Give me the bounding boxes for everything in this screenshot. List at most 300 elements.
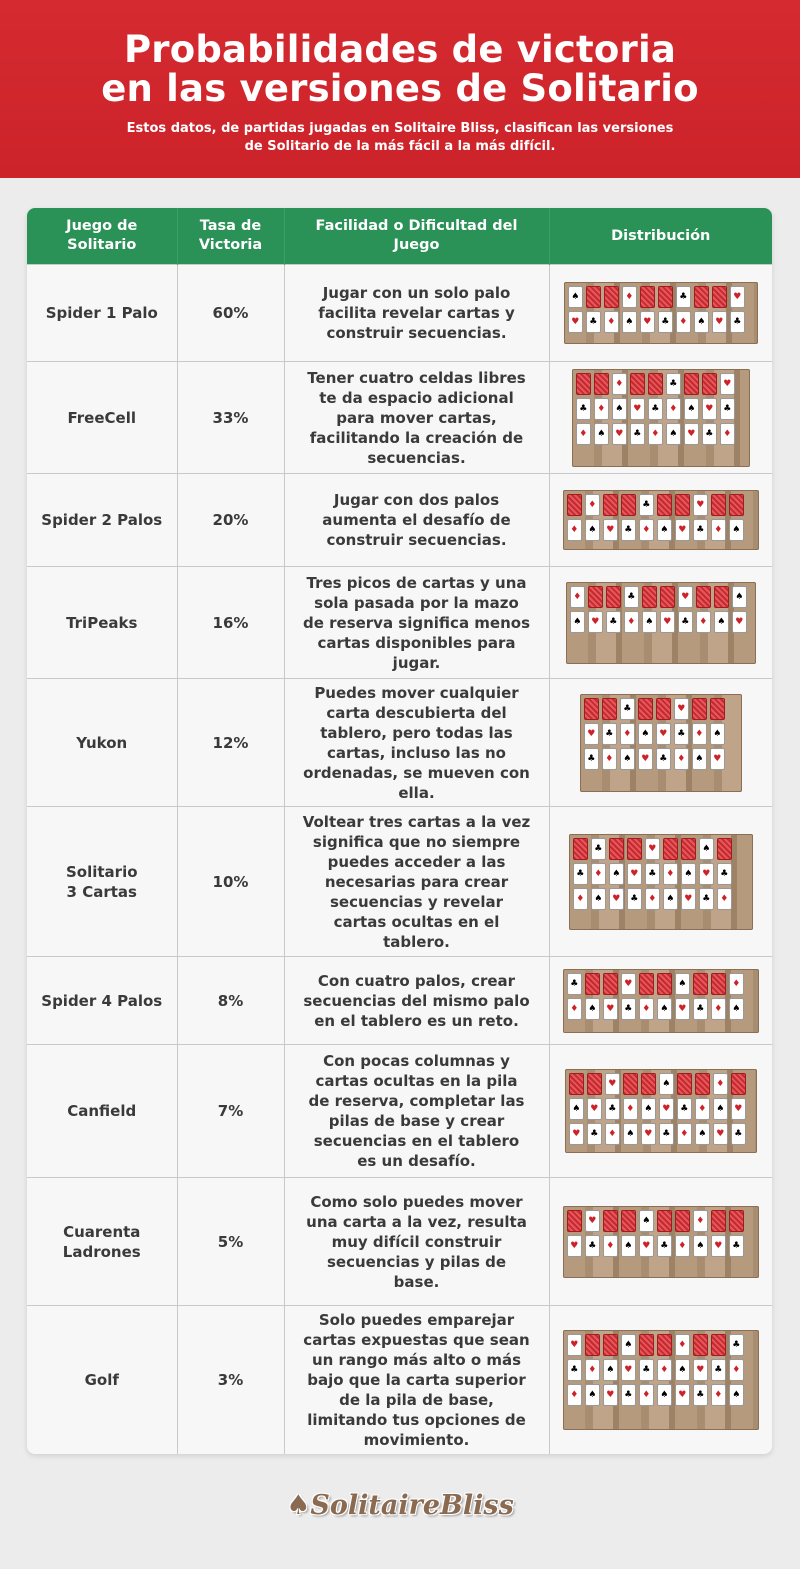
playing-card: ♣ bbox=[702, 423, 717, 445]
playing-card: ♠ bbox=[659, 1073, 674, 1095]
playing-card: ♠ bbox=[729, 1384, 744, 1406]
playing-card: ♦ bbox=[676, 311, 691, 333]
difficulty-description: Puedes mover cualquier carta descubierta del tablero, pero todas las cartas, incluso las no ordenadas, se mueven con ella. bbox=[284, 679, 549, 807]
playing-card bbox=[585, 973, 600, 995]
playing-card: ♦ bbox=[674, 748, 689, 770]
playing-card: ♠ bbox=[692, 748, 707, 770]
difficulty-description: Como solo puedes mover una carta a la vez, resulta muy difícil construir secuencias y pilas de base. bbox=[284, 1178, 549, 1306]
playing-card: ♦ bbox=[648, 423, 663, 445]
playing-card: ♦ bbox=[567, 998, 582, 1020]
playing-card bbox=[684, 373, 699, 395]
playing-card: ♥ bbox=[702, 398, 717, 420]
playing-card bbox=[681, 838, 696, 860]
playing-card: ♠ bbox=[657, 519, 672, 541]
playing-card bbox=[658, 286, 673, 308]
playing-card bbox=[621, 494, 636, 516]
game-layout-image bbox=[563, 969, 759, 1033]
game-layout-image bbox=[563, 1330, 759, 1430]
playing-card: ♣ bbox=[659, 1123, 674, 1145]
playing-card bbox=[567, 494, 582, 516]
table-row bbox=[27, 1306, 772, 1454]
playing-card: ♠ bbox=[641, 1098, 656, 1120]
playing-card: ♥ bbox=[645, 838, 660, 860]
playing-card: ♥ bbox=[638, 748, 653, 770]
playing-card: ♠ bbox=[657, 998, 672, 1020]
playing-card: ♠ bbox=[666, 423, 681, 445]
playing-card: ♦ bbox=[675, 1334, 690, 1356]
playing-card bbox=[693, 973, 708, 995]
playing-card: ♣ bbox=[648, 398, 663, 420]
playing-card: ♣ bbox=[621, 998, 636, 1020]
layout-cell bbox=[549, 1045, 772, 1178]
playing-card: ♥ bbox=[731, 1098, 746, 1120]
playing-card: ♦ bbox=[696, 611, 711, 633]
win-rate: 20% bbox=[177, 474, 284, 567]
playing-card bbox=[585, 1334, 600, 1356]
header-difficulty: Facilidad o Dificultad del Juego bbox=[284, 208, 549, 265]
playing-card: ♠ bbox=[585, 1384, 600, 1406]
game-layout-image bbox=[563, 1206, 759, 1278]
logo-spade-icon: ♠ bbox=[286, 1490, 311, 1521]
table-row bbox=[27, 957, 772, 1045]
game-layout-image bbox=[580, 694, 742, 792]
difficulty-description: Con pocas columnas y cartas ocultas en la pila de reserva, completar las pilas de base y crear secuencias en el tablero es un desafío. bbox=[284, 1045, 549, 1178]
table-row bbox=[27, 679, 772, 807]
playing-card: ♥ bbox=[693, 1359, 708, 1381]
playing-card: ♦ bbox=[576, 423, 591, 445]
game-name: Cuarenta Ladrones bbox=[27, 1178, 177, 1306]
playing-card: ♠ bbox=[585, 519, 600, 541]
playing-card: ♣ bbox=[602, 723, 617, 745]
playing-card: ♣ bbox=[587, 1123, 602, 1145]
playing-card: ♥ bbox=[621, 973, 636, 995]
playing-card: ♠ bbox=[681, 863, 696, 885]
playing-card: ♦ bbox=[604, 311, 619, 333]
playing-card: ♠ bbox=[591, 888, 606, 910]
playing-card: ♥ bbox=[569, 1123, 584, 1145]
table-row bbox=[27, 362, 772, 474]
playing-card: ♣ bbox=[693, 998, 708, 1020]
playing-card: ♠ bbox=[623, 1123, 638, 1145]
page-title bbox=[0, 0, 800, 108]
playing-card: ♥ bbox=[630, 398, 645, 420]
playing-card: ♥ bbox=[720, 373, 735, 395]
playing-card bbox=[711, 973, 726, 995]
playing-card bbox=[638, 698, 653, 720]
playing-card bbox=[567, 1210, 582, 1232]
playing-card: ♣ bbox=[729, 1235, 744, 1257]
playing-card: ♣ bbox=[585, 1235, 600, 1257]
playing-card: ♠ bbox=[732, 586, 747, 608]
playing-card: ♥ bbox=[640, 311, 655, 333]
playing-card: ♥ bbox=[681, 888, 696, 910]
playing-card: ♦ bbox=[677, 1123, 692, 1145]
playing-card: ♠ bbox=[620, 748, 635, 770]
playing-card bbox=[639, 973, 654, 995]
difficulty-description: Solo puedes emparejar cartas expuestas que sean un rango más alto o más bajo que la carta superior de la pila de base, limitando tus opciones de movimiento. bbox=[284, 1306, 549, 1454]
playing-card bbox=[696, 586, 711, 608]
playing-card: ♥ bbox=[641, 1123, 656, 1145]
table-row bbox=[27, 1178, 772, 1306]
playing-card: ♥ bbox=[656, 723, 671, 745]
table-header-row bbox=[27, 208, 772, 265]
playing-card: ♦ bbox=[693, 1210, 708, 1232]
playing-card bbox=[692, 698, 707, 720]
win-rate: 16% bbox=[177, 567, 284, 679]
playing-card bbox=[714, 586, 729, 608]
playing-card: ♠ bbox=[568, 286, 583, 308]
playing-card: ♣ bbox=[717, 863, 732, 885]
playing-card: ♥ bbox=[660, 611, 675, 633]
playing-card bbox=[609, 838, 624, 860]
playing-card: ♠ bbox=[699, 838, 714, 860]
playing-card: ♦ bbox=[622, 286, 637, 308]
playing-card: ♣ bbox=[693, 1384, 708, 1406]
playing-card: ♠ bbox=[569, 1098, 584, 1120]
playing-card: ♠ bbox=[675, 1359, 690, 1381]
win-rate: 5% bbox=[177, 1178, 284, 1306]
logo-text: SolitaireBliss bbox=[310, 1490, 514, 1521]
playing-card: ♥ bbox=[675, 998, 690, 1020]
playing-card bbox=[588, 586, 603, 608]
playing-card: ♥ bbox=[587, 1098, 602, 1120]
win-rate: 12% bbox=[177, 679, 284, 807]
playing-card: ♥ bbox=[627, 863, 642, 885]
playing-card bbox=[657, 1334, 672, 1356]
table-row bbox=[27, 807, 772, 957]
playing-card: ♣ bbox=[730, 311, 745, 333]
playing-card bbox=[640, 286, 655, 308]
playing-card: ♠ bbox=[639, 1210, 654, 1232]
playing-card: ♠ bbox=[694, 311, 709, 333]
playing-card bbox=[606, 586, 621, 608]
playing-card: ♦ bbox=[623, 1098, 638, 1120]
playing-card bbox=[702, 373, 717, 395]
playing-card: ♥ bbox=[585, 1210, 600, 1232]
playing-card: ♣ bbox=[584, 748, 599, 770]
playing-card: ♠ bbox=[594, 423, 609, 445]
playing-card: ♣ bbox=[645, 863, 660, 885]
playing-card: ♠ bbox=[621, 1334, 636, 1356]
playing-card: ♦ bbox=[720, 423, 735, 445]
playing-card bbox=[711, 1210, 726, 1232]
playing-card: ♥ bbox=[621, 1359, 636, 1381]
playing-card bbox=[657, 1210, 672, 1232]
win-rate: 3% bbox=[177, 1306, 284, 1454]
table-row bbox=[27, 1045, 772, 1178]
playing-card bbox=[627, 838, 642, 860]
playing-card bbox=[630, 373, 645, 395]
layout-cell bbox=[549, 1306, 772, 1454]
playing-card: ♥ bbox=[693, 494, 708, 516]
playing-card: ♠ bbox=[622, 311, 637, 333]
playing-card: ♦ bbox=[594, 398, 609, 420]
playing-card: ♦ bbox=[711, 998, 726, 1020]
game-layout-image bbox=[572, 369, 750, 467]
game-name: Yukon bbox=[27, 679, 177, 807]
page-subtitle bbox=[0, 120, 800, 156]
playing-card: ♣ bbox=[591, 838, 606, 860]
title-line-1: Probabilidades de victoria bbox=[123, 28, 677, 71]
playing-card: ♥ bbox=[684, 423, 699, 445]
playing-card bbox=[656, 698, 671, 720]
playing-card: ♣ bbox=[573, 863, 588, 885]
playing-card bbox=[675, 494, 690, 516]
game-layout-image bbox=[569, 834, 753, 930]
playing-card: ♦ bbox=[695, 1098, 710, 1120]
playing-card: ♥ bbox=[675, 1384, 690, 1406]
playing-card: ♦ bbox=[605, 1123, 620, 1145]
game-name: Spider 4 Palos bbox=[27, 957, 177, 1045]
playing-card: ♣ bbox=[567, 973, 582, 995]
playing-card: ♥ bbox=[603, 519, 618, 541]
playing-card: ♠ bbox=[729, 998, 744, 1020]
playing-card: ♦ bbox=[692, 723, 707, 745]
playing-card: ♠ bbox=[609, 863, 624, 885]
layout-cell bbox=[549, 807, 772, 957]
playing-card: ♦ bbox=[639, 519, 654, 541]
subtitle-line-2: de Solitario de la más fácil a la más difícil. bbox=[244, 139, 556, 154]
difficulty-description: Jugar con un solo palo facilita revelar cartas y construir secuencias. bbox=[284, 265, 549, 362]
table bbox=[27, 208, 772, 1454]
playing-card bbox=[639, 1334, 654, 1356]
playing-card: ♦ bbox=[585, 1359, 600, 1381]
playing-card: ♥ bbox=[568, 311, 583, 333]
playing-card: ♥ bbox=[712, 311, 727, 333]
game-layout-image bbox=[566, 582, 756, 664]
playing-card: ♦ bbox=[663, 863, 678, 885]
playing-card: ♦ bbox=[567, 519, 582, 541]
playing-card bbox=[711, 494, 726, 516]
playing-card bbox=[657, 494, 672, 516]
layout-cell bbox=[549, 679, 772, 807]
playing-card: ♣ bbox=[639, 494, 654, 516]
playing-card: ♣ bbox=[606, 611, 621, 633]
playing-card: ♠ bbox=[695, 1123, 710, 1145]
playing-card: ♠ bbox=[729, 519, 744, 541]
playing-card: ♣ bbox=[620, 698, 635, 720]
playing-card bbox=[623, 1073, 638, 1095]
playing-card: ♥ bbox=[588, 611, 603, 633]
playing-card: ♣ bbox=[576, 398, 591, 420]
playing-card bbox=[660, 586, 675, 608]
playing-card: ♣ bbox=[676, 286, 691, 308]
playing-card: ♦ bbox=[591, 863, 606, 885]
playing-card: ♣ bbox=[729, 1334, 744, 1356]
playing-card: ♥ bbox=[603, 1384, 618, 1406]
playing-card: ♠ bbox=[638, 723, 653, 745]
win-rate-table bbox=[27, 208, 772, 1454]
table-row bbox=[27, 567, 772, 679]
playing-card: ♥ bbox=[699, 863, 714, 885]
layout-cell bbox=[549, 567, 772, 679]
playing-card bbox=[602, 698, 617, 720]
playing-card bbox=[569, 1073, 584, 1095]
playing-card bbox=[657, 973, 672, 995]
header-game: Juego de Solitario bbox=[27, 208, 177, 265]
playing-card: ♣ bbox=[656, 748, 671, 770]
solitaire-bliss-logo bbox=[0, 1490, 800, 1521]
layout-cell bbox=[549, 957, 772, 1045]
playing-card: ♥ bbox=[675, 519, 690, 541]
playing-card: ♣ bbox=[666, 373, 681, 395]
playing-card: ♦ bbox=[620, 723, 635, 745]
playing-card: ♦ bbox=[657, 1359, 672, 1381]
playing-card: ♦ bbox=[573, 888, 588, 910]
game-name: TriPeaks bbox=[27, 567, 177, 679]
playing-card bbox=[710, 698, 725, 720]
playing-card bbox=[641, 1073, 656, 1095]
playing-card: ♣ bbox=[657, 1235, 672, 1257]
subtitle-line-1: Estos datos, de partidas jugadas en Solitaire Bliss, clasifican las versiones bbox=[126, 121, 674, 136]
difficulty-description: Voltear tres cartas a la vez significa que no siempre puedes acceder a las necesarias para crear secuencias y revelar cartas ocultas en el tablero. bbox=[284, 807, 549, 957]
playing-card bbox=[711, 1334, 726, 1356]
game-layout-image bbox=[563, 490, 759, 550]
playing-card: ♠ bbox=[612, 398, 627, 420]
playing-card bbox=[695, 1073, 710, 1095]
playing-card bbox=[573, 838, 588, 860]
playing-card bbox=[729, 1210, 744, 1232]
table-row bbox=[27, 474, 772, 567]
playing-card: ♠ bbox=[657, 1384, 672, 1406]
win-rate: 7% bbox=[177, 1045, 284, 1178]
playing-card: ♦ bbox=[639, 998, 654, 1020]
playing-card: ♦ bbox=[711, 519, 726, 541]
playing-card: ♣ bbox=[639, 1359, 654, 1381]
playing-card: ♠ bbox=[585, 998, 600, 1020]
playing-card: ♣ bbox=[731, 1123, 746, 1145]
playing-card: ♦ bbox=[639, 1384, 654, 1406]
playing-card: ♥ bbox=[609, 888, 624, 910]
playing-card: ♣ bbox=[711, 1359, 726, 1381]
playing-card: ♦ bbox=[666, 398, 681, 420]
playing-card: ♦ bbox=[729, 1359, 744, 1381]
playing-card bbox=[576, 373, 591, 395]
playing-card: ♦ bbox=[729, 973, 744, 995]
difficulty-description: Jugar con dos palos aumenta el desafío de construir secuencias. bbox=[284, 474, 549, 567]
table-row bbox=[27, 265, 772, 362]
playing-card bbox=[675, 1210, 690, 1232]
playing-card: ♥ bbox=[639, 1235, 654, 1257]
playing-card: ♣ bbox=[621, 519, 636, 541]
difficulty-description: Con cuatro palos, crear secuencias del mismo palo en el tablero es un reto. bbox=[284, 957, 549, 1045]
playing-card bbox=[677, 1073, 692, 1095]
game-name: Spider 1 Palo bbox=[27, 265, 177, 362]
playing-card: ♥ bbox=[567, 1235, 582, 1257]
playing-card bbox=[603, 1210, 618, 1232]
difficulty-description: Tener cuatro celdas libres te da espacio adicional para mover cartas, facilitando la creación de secuencias. bbox=[284, 362, 549, 474]
game-layout-image bbox=[564, 282, 758, 344]
playing-card: ♣ bbox=[624, 586, 639, 608]
game-name: Golf bbox=[27, 1306, 177, 1454]
playing-card: ♦ bbox=[624, 611, 639, 633]
game-name: FreeCell bbox=[27, 362, 177, 474]
game-name: Spider 2 Palos bbox=[27, 474, 177, 567]
playing-card bbox=[663, 838, 678, 860]
layout-cell bbox=[549, 362, 772, 474]
playing-card: ♣ bbox=[693, 519, 708, 541]
playing-card: ♥ bbox=[603, 998, 618, 1020]
playing-card: ♣ bbox=[699, 888, 714, 910]
playing-card: ♦ bbox=[567, 1384, 582, 1406]
playing-card bbox=[648, 373, 663, 395]
header-banner bbox=[0, 0, 800, 178]
playing-card bbox=[603, 494, 618, 516]
playing-card: ♦ bbox=[675, 1235, 690, 1257]
playing-card: ♠ bbox=[710, 723, 725, 745]
playing-card: ♣ bbox=[678, 611, 693, 633]
layout-cell bbox=[549, 265, 772, 362]
header-rate: Tasa de Victoria bbox=[177, 208, 284, 265]
playing-card: ♥ bbox=[612, 423, 627, 445]
playing-card: ♣ bbox=[567, 1359, 582, 1381]
playing-card: ♥ bbox=[674, 698, 689, 720]
playing-card bbox=[603, 973, 618, 995]
playing-card bbox=[717, 838, 732, 860]
playing-card: ♣ bbox=[627, 888, 642, 910]
playing-card bbox=[584, 698, 599, 720]
playing-card: ♦ bbox=[717, 888, 732, 910]
game-name: Canfield bbox=[27, 1045, 177, 1178]
playing-card: ♠ bbox=[684, 398, 699, 420]
playing-card: ♠ bbox=[713, 1098, 728, 1120]
difficulty-description: Tres picos de cartas y una sola pasada por la mazo de reserva significa menos cartas disponibles para jugar. bbox=[284, 567, 549, 679]
playing-card: ♣ bbox=[605, 1098, 620, 1120]
playing-card: ♥ bbox=[710, 748, 725, 770]
playing-card bbox=[642, 586, 657, 608]
title-line-2: en las versiones de Solitario bbox=[101, 67, 699, 110]
game-layout-image bbox=[565, 1069, 757, 1153]
playing-card: ♣ bbox=[674, 723, 689, 745]
playing-card: ♥ bbox=[711, 1235, 726, 1257]
win-rate: 8% bbox=[177, 957, 284, 1045]
playing-card bbox=[693, 1334, 708, 1356]
playing-card: ♠ bbox=[603, 1359, 618, 1381]
playing-card: ♣ bbox=[677, 1098, 692, 1120]
playing-card bbox=[586, 286, 601, 308]
playing-card: ♥ bbox=[584, 723, 599, 745]
playing-card: ♠ bbox=[675, 973, 690, 995]
playing-card: ♦ bbox=[645, 888, 660, 910]
playing-card: ♦ bbox=[612, 373, 627, 395]
playing-card: ♦ bbox=[602, 748, 617, 770]
playing-card: ♠ bbox=[693, 1235, 708, 1257]
playing-card: ♠ bbox=[570, 611, 585, 633]
playing-card: ♥ bbox=[567, 1334, 582, 1356]
playing-card bbox=[712, 286, 727, 308]
playing-card: ♣ bbox=[621, 1384, 636, 1406]
playing-card: ♠ bbox=[663, 888, 678, 910]
layout-cell bbox=[549, 1178, 772, 1306]
playing-card: ♣ bbox=[658, 311, 673, 333]
playing-card bbox=[604, 286, 619, 308]
playing-card: ♦ bbox=[711, 1384, 726, 1406]
playing-card bbox=[731, 1073, 746, 1095]
playing-card: ♥ bbox=[678, 586, 693, 608]
playing-card: ♣ bbox=[720, 398, 735, 420]
header-layout: Distribución bbox=[549, 208, 772, 265]
playing-card: ♦ bbox=[713, 1073, 728, 1095]
playing-card bbox=[694, 286, 709, 308]
playing-card: ♥ bbox=[605, 1073, 620, 1095]
playing-card: ♦ bbox=[603, 1235, 618, 1257]
playing-card bbox=[594, 373, 609, 395]
playing-card: ♦ bbox=[585, 494, 600, 516]
game-name: Solitario 3 Cartas bbox=[27, 807, 177, 957]
playing-card bbox=[603, 1334, 618, 1356]
playing-card: ♥ bbox=[713, 1123, 728, 1145]
playing-card bbox=[587, 1073, 602, 1095]
